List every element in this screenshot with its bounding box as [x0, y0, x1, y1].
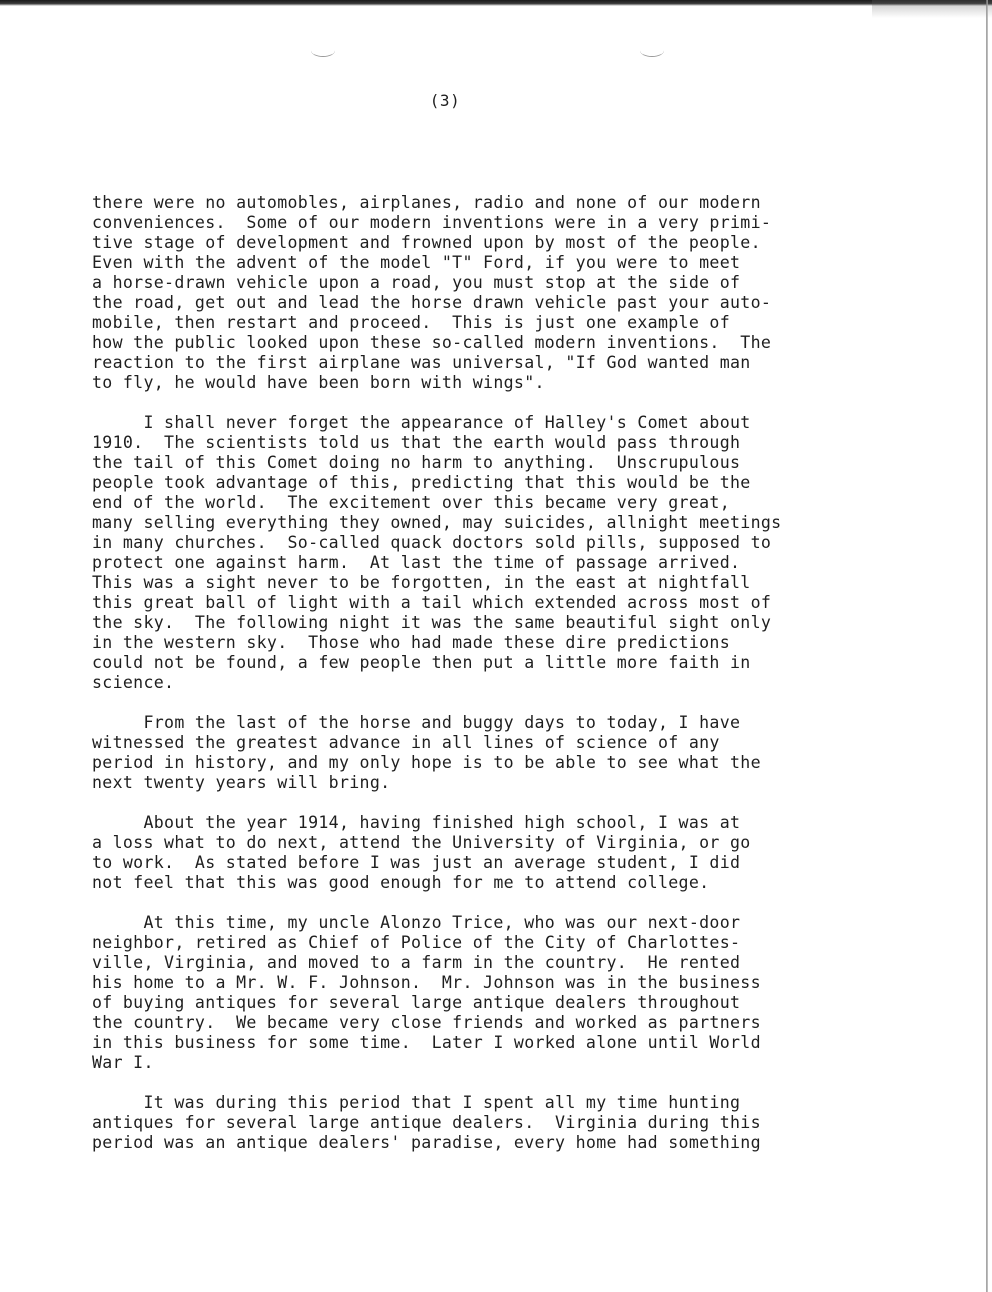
text-line: next twenty years will bring. [92, 773, 391, 792]
paragraph-6 [92, 1093, 912, 1153]
text-line: neighbor, retired as Chief of Police of the City of Charlottes- [92, 933, 741, 952]
text-line: many selling everything they owned, may suicides, allnight meetings [92, 513, 782, 532]
text-line: the tail of this Comet doing no harm to anything. Unscrupulous [92, 453, 741, 472]
paragraph-3 [92, 713, 912, 793]
text-line: ville, Virginia, and moved to a farm in the country. He rented [92, 953, 741, 972]
text-line: not feel that this was good enough for me to attend college. [92, 873, 710, 892]
text-line: witnessed the greatest advance in all lines of science of any [92, 733, 720, 752]
text-line: in many churches. So-called quack doctors sold pills, supposed to [92, 533, 772, 552]
text-line: 1910. The scientists told us that the earth would pass through [92, 433, 741, 452]
paragraph-1 [92, 193, 912, 393]
text-line: this great ball of light with a tail which extended across most of [92, 593, 772, 612]
text-line: to fly, he would have been born with wings". [92, 373, 545, 392]
text-line: conveniences. Some of our modern inventions were in a very primi- [92, 213, 772, 232]
text-line: could not be found, a few people then put a little more faith in [92, 653, 751, 672]
text-line: period in history, and my only hope is to be able to see what the [92, 753, 761, 772]
text-line: the road, get out and lead the horse drawn vehicle past your auto- [92, 293, 772, 312]
text-line: science. [92, 673, 175, 692]
text-line: About the year 1914, having finished high school, I was at [92, 813, 741, 832]
text-line: in the western sky. Those who had made these dire predictions [92, 633, 730, 652]
text-line: War I. [92, 1053, 154, 1072]
body-text [92, 193, 912, 1173]
text-line: Even with the advent of the model "T" Ford, if you were to meet [92, 253, 741, 272]
text-line: reaction to the first airplane was universal, "If God wanted man [92, 353, 751, 372]
text-line: antiques for several large antique dealers. Virginia during this [92, 1113, 761, 1132]
paragraph-2 [92, 413, 912, 693]
text-line: of buying antiques for several large antique dealers throughout [92, 993, 741, 1012]
page-number: (3) [429, 91, 461, 110]
paragraph-4 [92, 813, 912, 893]
scan-right-edge [986, 0, 988, 1292]
text-line: people took advantage of this, predicting that this would be the [92, 473, 751, 492]
text-line: a horse-drawn vehicle upon a road, you must stop at the side of [92, 273, 741, 292]
text-line: mobile, then restart and proceed. This is just one example of [92, 313, 730, 332]
binding-mark-right [640, 44, 664, 57]
text-line: to work. As stated before I was just an average student, I did [92, 853, 741, 872]
text-line: in this business for some time. Later I worked alone until World [92, 1033, 761, 1052]
text-line: I shall never forget the appearance of Halley's Comet about [92, 413, 751, 432]
scan-top-edge-shadow [872, 0, 992, 18]
text-line: tive stage of development and frowned upon by most of the people. [92, 233, 761, 252]
text-line: This was a sight never to be forgotten, in the east at nightfall [92, 573, 751, 592]
text-line: From the last of the horse and buggy days to today, I have [92, 713, 741, 732]
scan-top-edge [0, 0, 992, 6]
text-line: the sky. The following night it was the same beautiful sight only [92, 613, 772, 632]
paragraph-5 [92, 913, 912, 1073]
text-line: a loss what to do next, attend the University of Virginia, or go [92, 833, 751, 852]
text-line: period was an antique dealers' paradise, every home had something [92, 1133, 761, 1152]
text-line: protect one against harm. At last the time of passage arrived. [92, 553, 741, 572]
text-line: the country. We became very close friends and worked as partners [92, 1013, 761, 1032]
binding-mark-left [311, 44, 335, 57]
text-line: At this time, my uncle Alonzo Trice, who was our next-door [92, 913, 741, 932]
text-line: It was during this period that I spent all my time hunting [92, 1093, 741, 1112]
text-line: how the public looked upon these so-called modern inventions. The [92, 333, 772, 352]
text-line: his home to a Mr. W. F. Johnson. Mr. Johnson was in the business [92, 973, 761, 992]
text-line: end of the world. The excitement over this became very great, [92, 493, 730, 512]
text-line: there were no automobles, airplanes, radio and none of our modern [92, 193, 761, 212]
